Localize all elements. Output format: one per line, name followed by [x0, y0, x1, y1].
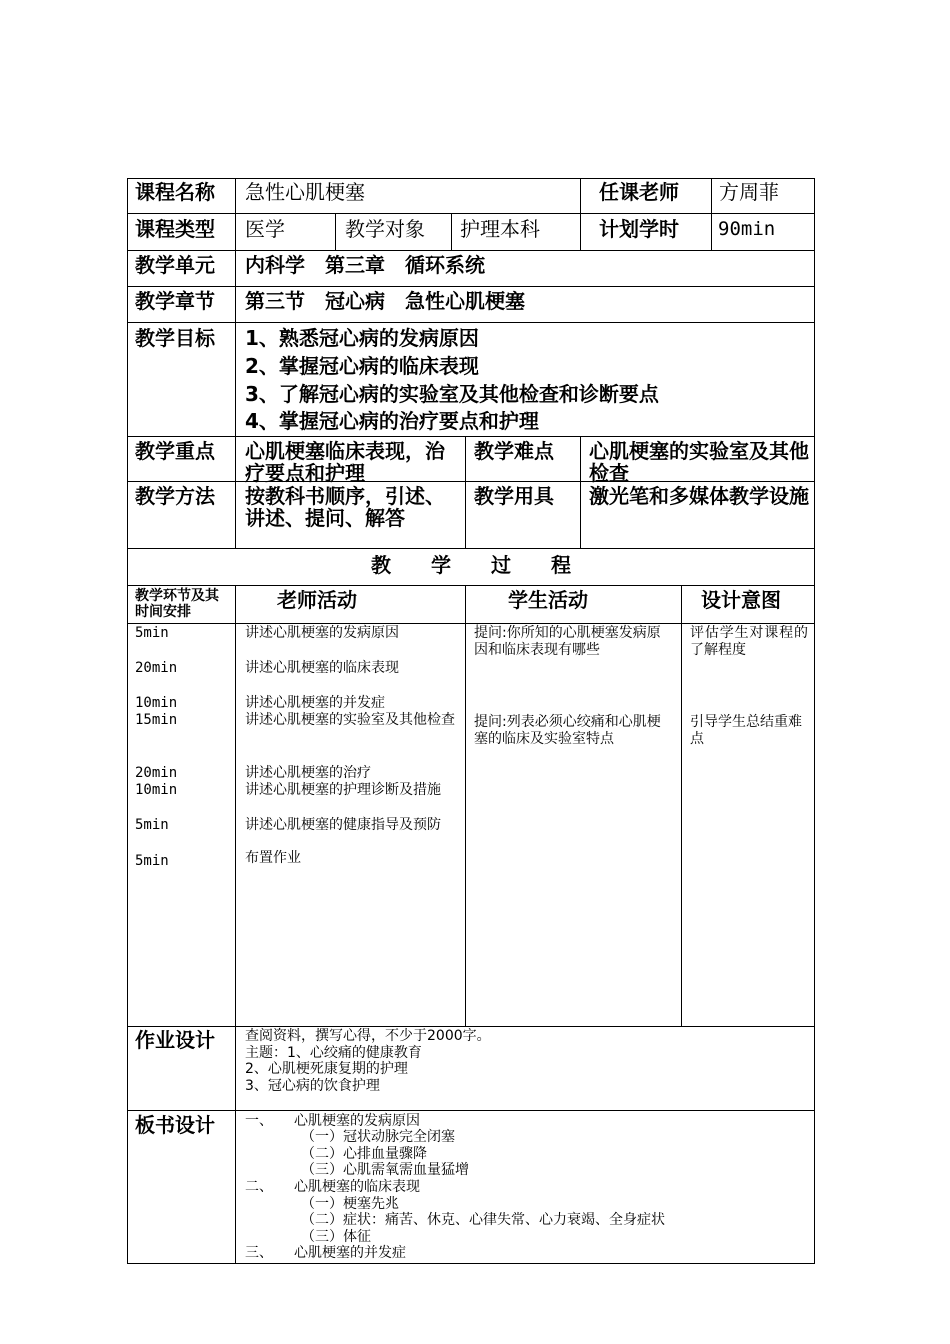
focus-value: 心肌梗塞临床表现，治疗要点和护理 [245, 439, 445, 485]
method-value: 按教科书顺序，引述、讲述、提问、解答 [245, 484, 445, 530]
table-border-right [814, 178, 815, 1264]
planned-hours: 90min [718, 218, 776, 240]
chapter-label: 教学章节 [135, 289, 215, 313]
time-slot: 20min [135, 765, 178, 781]
teacher-name: 方周菲 [719, 180, 779, 204]
board-line: （一）冠状动脉完全闭塞 [301, 1129, 455, 1145]
col-divider [580, 178, 581, 250]
col-divider [681, 585, 682, 1026]
objective-item: 4、掌握冠心病的治疗要点和护理 [245, 409, 539, 433]
process-title: 教 学 过 程 [371, 553, 571, 577]
homework-line: 主题：1、心绞痛的健康教育 [245, 1045, 422, 1061]
hours-label: 计划学时 [599, 217, 679, 241]
course-type-label: 课程类型 [135, 217, 215, 241]
board-line: 三、 心肌梗塞的并发症 [245, 1245, 406, 1261]
teacher-activity: 讲述心肌梗塞的治疗 [245, 765, 371, 781]
col-time-header: 教学环节及其时间安排 [135, 588, 219, 620]
col-intent-header: 设计意图 [701, 588, 781, 612]
teacher-activity: 讲述心肌梗塞的实验室及其他检查 [245, 712, 455, 728]
audience: 护理本科 [460, 217, 540, 241]
teacher-activity: 讲述心肌梗塞的临床表现 [245, 660, 399, 676]
col-divider [335, 213, 336, 250]
student-activity: 提问:列表必须心绞痛和心肌梗塞的临床及实验室特点 [474, 714, 661, 747]
row-divider [127, 250, 815, 251]
design-intent: 评估学生对课程的了解程度 [690, 625, 808, 658]
time-slot: 5min [135, 817, 169, 833]
objective-item: 2、掌握冠心病的临床表现 [245, 354, 479, 378]
tools-label: 教学用具 [474, 484, 554, 508]
row-divider [127, 286, 815, 287]
time-slot: 10min [135, 782, 178, 798]
time-slot: 5min [135, 625, 169, 641]
homework-line: 3、冠心病的饮食护理 [245, 1078, 380, 1094]
teacher-label: 任课老师 [599, 180, 679, 204]
row-divider [127, 1110, 815, 1111]
teacher-activity: 讲述心肌梗塞的护理诊断及措施 [245, 782, 441, 798]
col-student-header: 学生活动 [508, 588, 588, 612]
course-name: 急性心肌梗塞 [245, 180, 365, 204]
focus-label: 教学重点 [135, 439, 215, 463]
col-teacher-header: 老师活动 [277, 588, 357, 612]
table-border-bottom [127, 1263, 815, 1264]
teacher-activity: 布置作业 [245, 850, 301, 866]
board-line: （二）症状：痛苦、休克、心律失常、心力衰竭、全身症状 [301, 1212, 665, 1228]
row-divider [127, 585, 815, 586]
design-intent: 引导学生总结重难点 [690, 714, 802, 747]
row-divider [127, 548, 815, 549]
audience-label: 教学对象 [345, 217, 425, 241]
board-line: （三）体征 [301, 1229, 371, 1245]
difficulty-value: 心肌梗塞的实验室及其他检查 [589, 439, 809, 485]
row-divider [127, 436, 815, 437]
unit-label: 教学单元 [135, 253, 215, 277]
board-line: 一、 心肌梗塞的发病原因 [245, 1113, 420, 1129]
row-divider [127, 322, 815, 323]
time-slot: 15min [135, 712, 178, 728]
time-slot: 10min [135, 695, 178, 711]
col-divider [711, 178, 712, 250]
homework-line: 查阅资料，撰写心得，不少于2000字。 [245, 1028, 491, 1044]
col-divider [235, 585, 236, 1264]
lesson-plan-table [127, 178, 815, 1264]
student-activity: 提问:你所知的心肌梗塞发病原因和临床表现有哪些 [474, 625, 661, 658]
homework-label: 作业设计 [135, 1028, 215, 1052]
board-line: （一）梗塞先兆 [301, 1196, 399, 1212]
teaching-unit: 内科学 第三章 循环系统 [245, 253, 485, 277]
objectives-label: 教学目标 [135, 326, 215, 350]
method-label: 教学方法 [135, 484, 215, 508]
col-divider [465, 436, 466, 548]
objective-item: 3、了解冠心病的实验室及其他检查和诊断要点 [245, 382, 659, 406]
col-divider [451, 213, 452, 250]
board-line: 二、 心肌梗塞的临床表现 [245, 1179, 420, 1195]
teacher-activity: 讲述心肌梗塞的健康指导及预防 [245, 817, 441, 833]
objective-item: 1、熟悉冠心病的发病原因 [245, 326, 479, 350]
time-slot: 5min [135, 853, 169, 869]
col-divider [235, 178, 236, 548]
teaching-chapter: 第三节 冠心病 急性心肌梗塞 [245, 289, 525, 313]
board-label: 板书设计 [135, 1113, 215, 1137]
course-name-label: 课程名称 [135, 180, 215, 204]
difficulty-label: 教学难点 [474, 439, 554, 463]
course-type: 医学 [245, 217, 285, 241]
teacher-activity: 讲述心肌梗塞的发病原因 [245, 625, 399, 641]
col-divider [580, 436, 581, 548]
teacher-activity: 讲述心肌梗塞的并发症 [245, 695, 385, 711]
time-slot: 20min [135, 660, 178, 676]
row-divider [127, 623, 815, 624]
board-line: （二）心排血量骤降 [301, 1146, 427, 1162]
homework-line: 2、心肌梗死康复期的护理 [245, 1061, 408, 1077]
table-border-left [127, 178, 128, 1264]
col-divider [465, 585, 466, 1026]
board-line: （三）心肌需氧需血量猛增 [301, 1162, 469, 1178]
tools-value: 激光笔和多媒体教学设施 [589, 484, 809, 508]
row-divider [127, 1026, 815, 1027]
